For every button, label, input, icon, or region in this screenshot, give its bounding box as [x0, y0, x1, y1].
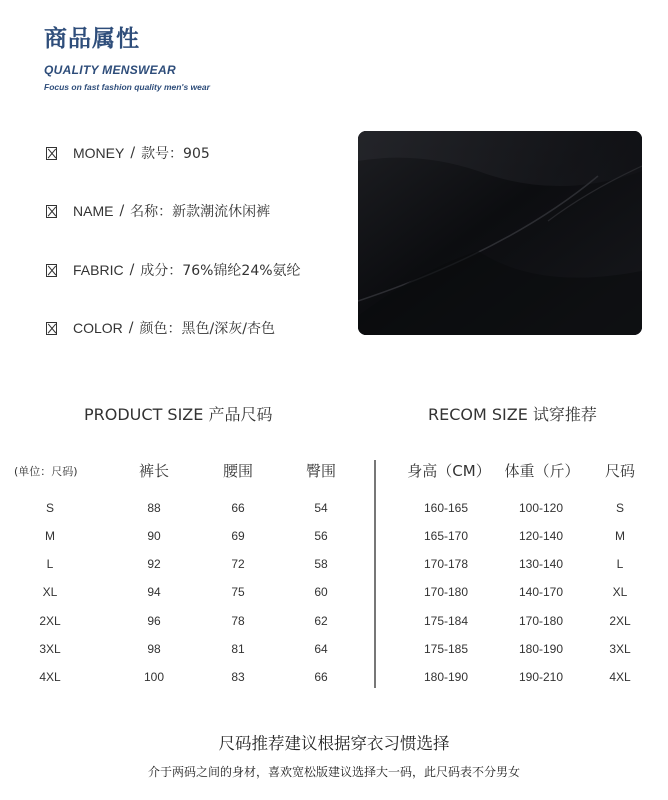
attr-label: MONEY — [73, 145, 125, 161]
length-cell: 92 — [147, 557, 161, 571]
header-hip: 臀围 — [305, 462, 337, 480]
recommend-table-title: RECOM SIZE 试穿推荐 — [428, 405, 597, 424]
waist-cell: 69 — [231, 529, 245, 543]
weight-cell: 180-190 — [518, 642, 564, 656]
attr-label: COLOR — [73, 320, 123, 336]
hip-cell: 66 — [314, 670, 328, 684]
attr-separator: / — [130, 145, 136, 161]
hip-cell: 60 — [314, 585, 328, 599]
size-cell: 4XL — [39, 670, 61, 684]
size-cell: L — [616, 557, 624, 571]
weight-cell: 190-210 — [518, 670, 564, 684]
waist-cell: 81 — [231, 642, 245, 656]
attr-label: FABRIC — [73, 262, 124, 278]
size-table-title: PRODUCT SIZE 产品尺码 — [84, 405, 273, 424]
attr-value: 款号：905 — [141, 146, 210, 162]
attr-value: 名称：新款潮流休闲裤 — [130, 204, 271, 220]
header-waist: 腰围 — [222, 462, 254, 480]
height-cell: 175-184 — [423, 614, 469, 628]
length-cell: 100 — [143, 670, 165, 684]
size-cell: S — [615, 501, 625, 515]
length-cell: 98 — [147, 642, 161, 656]
height-cell: 170-180 — [423, 585, 469, 599]
size-cell: M — [615, 529, 625, 543]
weight-cell: 170-180 — [518, 614, 564, 628]
weight-cell: 100-120 — [518, 501, 564, 515]
hip-cell: 54 — [314, 501, 328, 515]
attr-label: NAME — [73, 203, 114, 219]
checkbox-icon — [46, 322, 57, 335]
waist-cell: 66 — [231, 501, 245, 515]
hip-cell: 64 — [314, 642, 328, 656]
waist-cell: 72 — [231, 557, 245, 571]
header-weight: 体重（斤） — [504, 462, 580, 480]
waist-cell: 78 — [231, 614, 245, 628]
attr-separator: / — [128, 320, 134, 336]
height-cell: 170-178 — [423, 557, 469, 571]
height-cell: 165-170 — [423, 529, 469, 543]
attr-name — [46, 201, 270, 221]
height-cell: 180-190 — [423, 670, 469, 684]
checkbox-icon — [46, 205, 57, 218]
attr-value: 成分：76%锦纶24%氨纶 — [140, 263, 301, 279]
checkbox-icon — [46, 147, 57, 160]
size-cell: 3XL — [609, 642, 631, 656]
table-divider — [374, 460, 376, 688]
footer-note: 介于两码之间的身材，喜欢宽松版建议选择大一码，此尺码表不分男女 — [147, 765, 520, 779]
brand-tagline: Focus on fast fashion quality men's wear — [44, 82, 210, 92]
attr-separator: / — [119, 203, 125, 219]
attr-fabric — [46, 260, 301, 280]
hip-cell: 58 — [314, 557, 328, 571]
product-photo — [358, 131, 642, 335]
waist-cell: 83 — [231, 670, 245, 684]
header-height: 身高（CM） — [407, 462, 491, 480]
size-cell: 3XL — [39, 642, 61, 656]
weight-cell: 130-140 — [518, 557, 564, 571]
length-cell: 94 — [147, 585, 161, 599]
size-unit-label: (单位：尺码) — [14, 465, 78, 478]
header-size: 尺码 — [604, 462, 636, 480]
size-cell: 2XL — [39, 614, 61, 628]
attr-separator: / — [129, 262, 135, 278]
size-cell: XL — [42, 585, 58, 599]
size-cell: 4XL — [609, 670, 631, 684]
size-cell: L — [46, 557, 54, 571]
height-cell: 175-185 — [423, 642, 469, 656]
hip-cell: 62 — [314, 614, 328, 628]
footer-title: 尺码推荐建议根据穿衣习惯选择 — [218, 734, 450, 753]
attr-color — [46, 318, 275, 338]
size-cell: S — [45, 501, 55, 515]
attr-money — [46, 143, 210, 163]
black-fabric-photo-icon — [358, 131, 642, 335]
weight-cell: 120-140 — [518, 529, 564, 543]
header-length: 裤长 — [138, 462, 170, 480]
length-cell: 90 — [147, 529, 161, 543]
length-cell: 96 — [147, 614, 161, 628]
length-cell: 88 — [147, 501, 161, 515]
hip-cell: 56 — [314, 529, 328, 543]
page-title: 商品属性 — [44, 26, 140, 52]
weight-cell: 140-170 — [518, 585, 564, 599]
waist-cell: 75 — [231, 585, 245, 599]
size-cell: M — [45, 529, 55, 543]
attr-value: 颜色：黑色/深灰/杏色 — [139, 321, 275, 337]
size-cell: 2XL — [609, 614, 631, 628]
brand-subtitle: QUALITY MENSWEAR — [44, 63, 176, 77]
height-cell: 160-165 — [423, 501, 469, 515]
checkbox-icon — [46, 264, 57, 277]
size-cell: XL — [612, 585, 628, 599]
